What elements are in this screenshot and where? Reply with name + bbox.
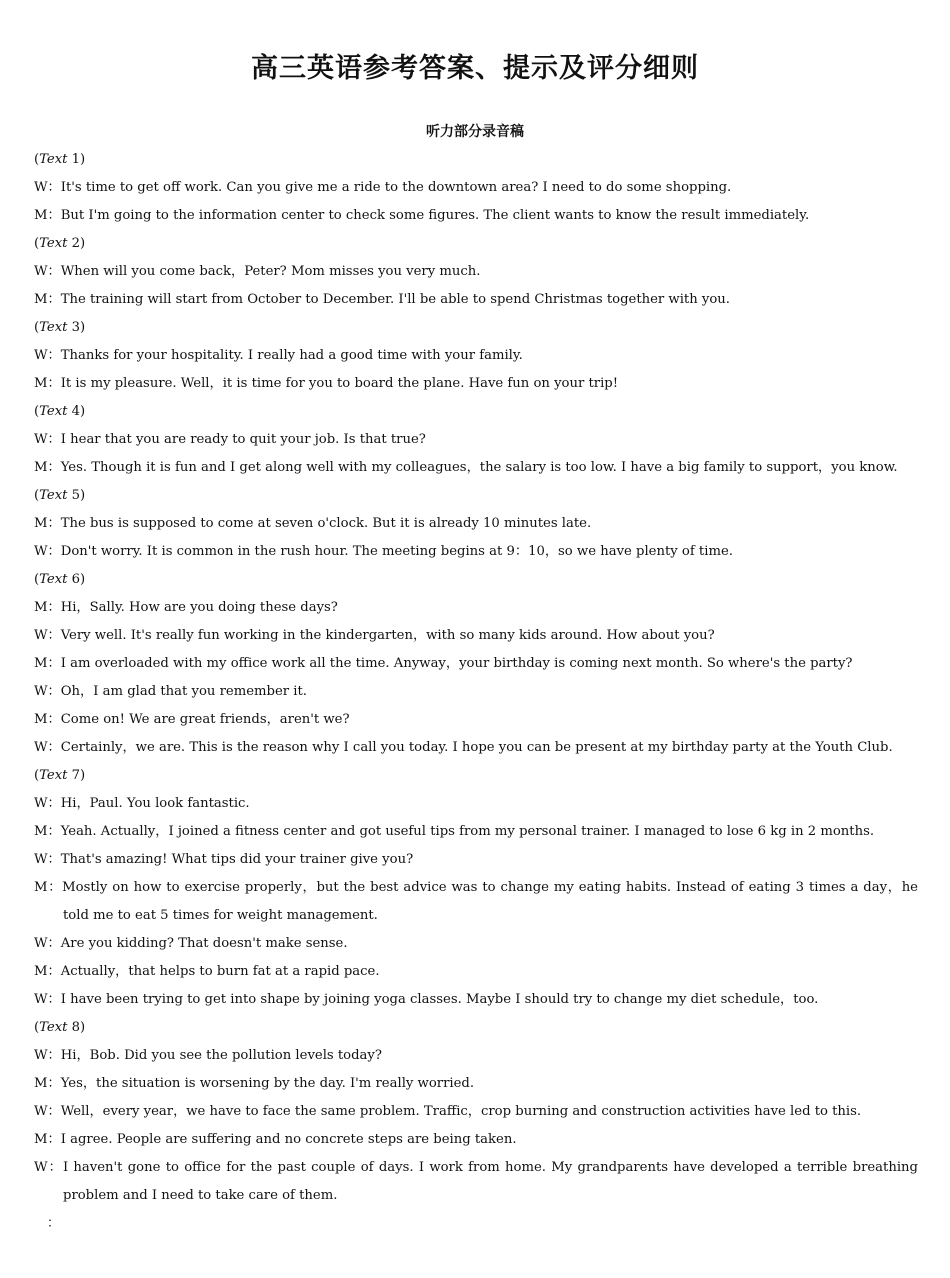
dialogue-text: Actually，that helps to burn fat at a rapid pace. [60, 964, 380, 979]
text-section-label: (Text 3) [34, 320, 86, 335]
dialogue-text: Are you kidding? That doesn't make sense. [60, 936, 348, 951]
speaker-label: W： [34, 1160, 63, 1175]
speaker-label: W： [34, 264, 61, 279]
speaker-label: W： [34, 544, 61, 559]
dialogue-text: Come on! We are great friends，aren't we? [60, 712, 350, 727]
speaker-label: W： [34, 992, 61, 1007]
dialogue-line [34, 790, 918, 818]
dialogue-line [34, 510, 918, 538]
dialogue-line [34, 986, 918, 1014]
footer-mark: ： [47, 1216, 61, 1231]
speaker-label: M： [34, 460, 61, 475]
dialogue-text: When will you come back，Peter? Mom misses you very much. [60, 264, 481, 279]
dialogue-text: I haven't gone to office for the past couple of days. I work from home. My grandparents have developed a terrible breathing problem and I need to take care of them. [62, 1160, 918, 1203]
speaker-label: W： [34, 348, 61, 363]
dialogue-line [34, 678, 918, 706]
speaker-label: W： [34, 852, 61, 867]
dialogue-text: Well，every year，we have to face the same problem. Traffic，crop burning and construction activities have led to this. [60, 1104, 862, 1119]
speaker-label: W： [34, 1048, 61, 1063]
speaker-label: M： [34, 824, 61, 839]
dialogue-line [34, 874, 918, 930]
speaker-label: M： [34, 1132, 61, 1147]
text-section-label: (Text 1) [34, 152, 86, 167]
dialogue-line [34, 1154, 918, 1210]
dialogue-text: Yes. Though it is fun and I get along well with my colleagues，the salary is too low. I have a big family to support，you know. [60, 460, 898, 475]
document-title: 高三英语参考答案、提示及评分细则 [251, 53, 699, 84]
speaker-label: M： [34, 712, 61, 727]
dialogue-line [34, 1042, 918, 1070]
dialogue-line [34, 370, 918, 398]
dialogue-line [34, 594, 918, 622]
dialogue-line [34, 202, 918, 230]
text-section-label: (Text 4) [34, 404, 86, 419]
text-section-label: (Text 7) [34, 768, 86, 783]
dialogue-text: I hear that you are ready to quit your job. Is that true? [60, 432, 426, 447]
dialogue-text: I am overloaded with my office work all the time. Anyway，your birthday is coming next month. So where's the party? [60, 656, 853, 671]
speaker-label: W： [34, 936, 61, 951]
dialogue-text: But I'm going to the information center to check some figures. The client wants to know the result immediately. [60, 208, 810, 223]
section-title: 听力部分录音稿 [426, 124, 524, 140]
dialogue-text: Hi，Bob. Did you see the pollution levels today? [60, 1048, 382, 1063]
speaker-label: W： [34, 796, 61, 811]
text-section-label: (Text 6) [34, 572, 86, 587]
dialogue-line [34, 1070, 918, 1098]
speaker-label: M： [34, 376, 61, 391]
dialogue-text: Yes，the situation is worsening by the day. I'm really worried. [60, 1076, 475, 1091]
dialogue-text: Very well. It's really fun working in the kindergarten，with so many kids around. How about you? [60, 628, 715, 643]
speaker-label: M： [34, 880, 63, 895]
dialogue-text: Hi，Paul. You look fantastic. [60, 796, 250, 811]
dialogue-text: Don't worry. It is common in the rush hour. The meeting begins at 9：10，so we have plenty of time. [60, 544, 733, 559]
speaker-label: M： [34, 292, 61, 307]
dialogue-line [34, 538, 918, 566]
dialogue-text: Yeah. Actually，I joined a fitness center and got useful tips from my personal trainer. I managed to lose 6 kg in 2 months. [60, 824, 875, 839]
speaker-label: W： [34, 628, 61, 643]
dialogue-text: The training will start from October to December. I'll be able to spend Christmas together with you. [60, 292, 730, 307]
speaker-label: W： [34, 432, 61, 447]
dialogue-line [34, 734, 918, 762]
speaker-label: W： [34, 740, 61, 755]
dialogue-line [34, 930, 918, 958]
dialogue-text: It's time to get off work. Can you give me a ride to the downtown area? I need to do some shopping. [60, 180, 732, 195]
speaker-label: M： [34, 1076, 61, 1091]
dialogue-text: Thanks for your hospitality. I really had a good time with your family. [60, 348, 523, 363]
dialogue-text: That's amazing! What tips did your trainer give you? [60, 852, 414, 867]
dialogue-line [34, 342, 918, 370]
dialogue-line [34, 174, 918, 202]
speaker-label: M： [34, 208, 61, 223]
dialogue-text: Certainly，we are. This is the reason why I call you today. I hope you can be present at my birthday party at the Youth Club. [60, 740, 893, 755]
speaker-label: W： [34, 180, 61, 195]
text-section-label: (Text 2) [34, 236, 86, 251]
dialogue-text: Hi，Sally. How are you doing these days? [60, 600, 338, 615]
transcript-body [34, 146, 918, 1210]
dialogue-line [34, 958, 918, 986]
speaker-label: M： [34, 600, 61, 615]
text-section-label: (Text 8) [34, 1020, 86, 1035]
dialogue-line [34, 622, 918, 650]
dialogue-line [34, 454, 918, 482]
dialogue-text: The bus is supposed to come at seven o'clock. But it is already 10 minutes late. [60, 516, 592, 531]
dialogue-line [34, 1098, 918, 1126]
dialogue-line [34, 286, 918, 314]
speaker-label: M： [34, 964, 61, 979]
dialogue-text: Oh，I am glad that you remember it. [60, 684, 307, 699]
dialogue-text: It is my pleasure. Well，it is time for you to board the plane. Have fun on your trip! [60, 376, 619, 391]
dialogue-text: I have been trying to get into shape by joining yoga classes. Maybe I should try to change my diet schedule，too. [60, 992, 819, 1007]
dialogue-line [34, 1126, 918, 1154]
speaker-label: M： [34, 516, 61, 531]
dialogue-line [34, 818, 918, 846]
dialogue-line [34, 258, 918, 286]
dialogue-line [34, 426, 918, 454]
dialogue-text: I agree. People are suffering and no concrete steps are being taken. [60, 1132, 517, 1147]
dialogue-line [34, 846, 918, 874]
speaker-label: W： [34, 1104, 61, 1119]
dialogue-line [34, 706, 918, 734]
dialogue-text: Mostly on how to exercise properly，but the best advice was to change my eating habits. Instead of eating 3 times a day，he told me to eat 5 times for weight management. [62, 880, 918, 923]
text-section-label: (Text 5) [34, 488, 86, 503]
speaker-label: W： [34, 684, 61, 699]
speaker-label: M： [34, 656, 61, 671]
dialogue-line [34, 650, 918, 678]
